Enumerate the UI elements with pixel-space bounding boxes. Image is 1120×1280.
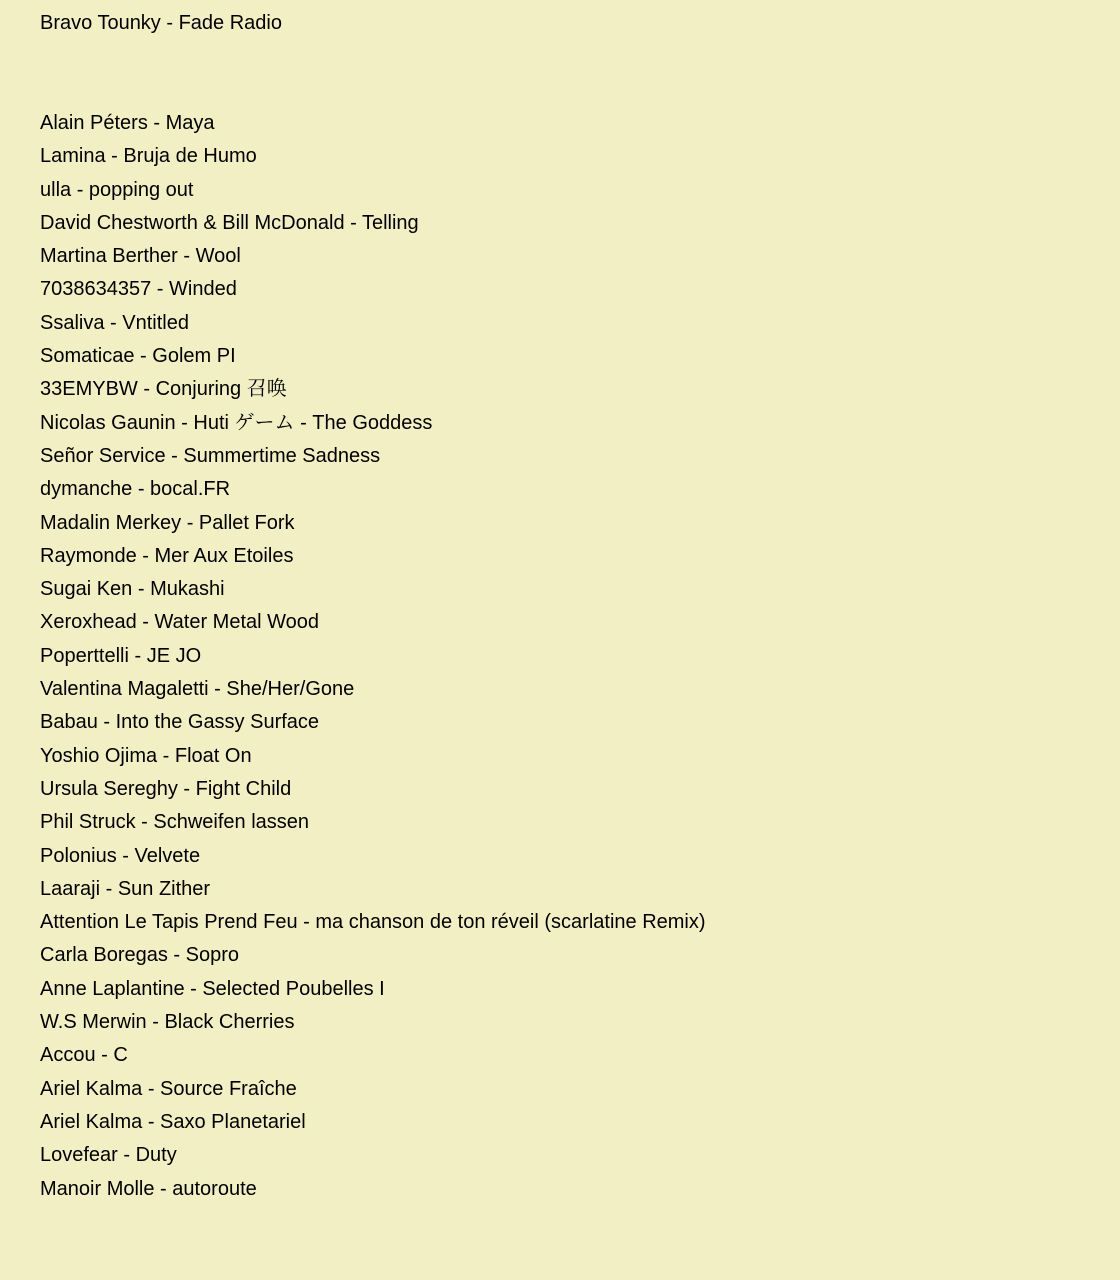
track-item: Polonius - Velvete [40, 844, 201, 867]
track-item: Carla Boregas - Sopro [40, 944, 239, 967]
track-item: Ariel Kalma - Source Fraîche [40, 1077, 297, 1100]
track-item: Ursula Sereghy - Fight Child [40, 777, 292, 800]
track-item: Manoir Molle - autoroute [40, 1177, 257, 1200]
track-item: Lamina - Bruja de Humo [40, 145, 257, 168]
track-item: Ssaliva - Vntitled [40, 311, 189, 334]
track-item: Anne Laplantine - Selected Poubelles I [40, 977, 385, 1000]
track-item: Alain Péters - Maya [40, 112, 215, 134]
track-item: 33EMYBW - Conjuring 召唤 [40, 378, 287, 401]
track-item: Señor Service - Summertime Sadness [40, 444, 381, 467]
track-item: W.S Merwin - Black Cherries [40, 1011, 295, 1034]
track-item: Laaraji - Sun Zither [40, 877, 211, 900]
track-item: Lovefear - Duty [40, 1144, 177, 1167]
track-item: Xeroxhead - Water Metal Wood [40, 611, 320, 634]
track-item: Nicolas Gaunin - Huti ゲーム - The Goddess [40, 411, 433, 434]
track-item: dymanche - bocal.FR [40, 478, 231, 501]
track-item: Attention Le Tapis Prend Feu - ma chanson de ton réveil (scarlatine Remix) [40, 911, 706, 934]
track-list [40, 110, 706, 1209]
track-item: Sugai Ken - Mukashi [40, 578, 225, 601]
now-playing-title: Bravo Tounky - Fade Radio [40, 12, 282, 34]
track-item: Valentina Magaletti - She/Her/Gone [40, 678, 355, 701]
track-item: David Chestworth & Bill McDonald - Telling [40, 211, 419, 234]
track-item: Martina Berther - Wool [40, 245, 241, 268]
track-item: Somaticae - Golem PI [40, 345, 236, 368]
track-item: ulla - popping out [40, 178, 194, 201]
track-item: Poperttelli - JE JO [40, 644, 202, 667]
track-item: Yoshio Ojima - Float On [40, 744, 252, 767]
track-item: Accou - C [40, 1044, 128, 1067]
track-item: Phil Struck - Schweifen lassen [40, 811, 310, 834]
track-item: Raymonde - Mer Aux Etoiles [40, 544, 294, 567]
track-item: Babau - Into the Gassy Surface [40, 711, 320, 734]
track-item: Ariel Kalma - Saxo Planetariel [40, 1110, 306, 1133]
track-item: 7038634357 - Winded [40, 278, 237, 301]
track-item: Madalin Merkey - Pallet Fork [40, 511, 295, 534]
